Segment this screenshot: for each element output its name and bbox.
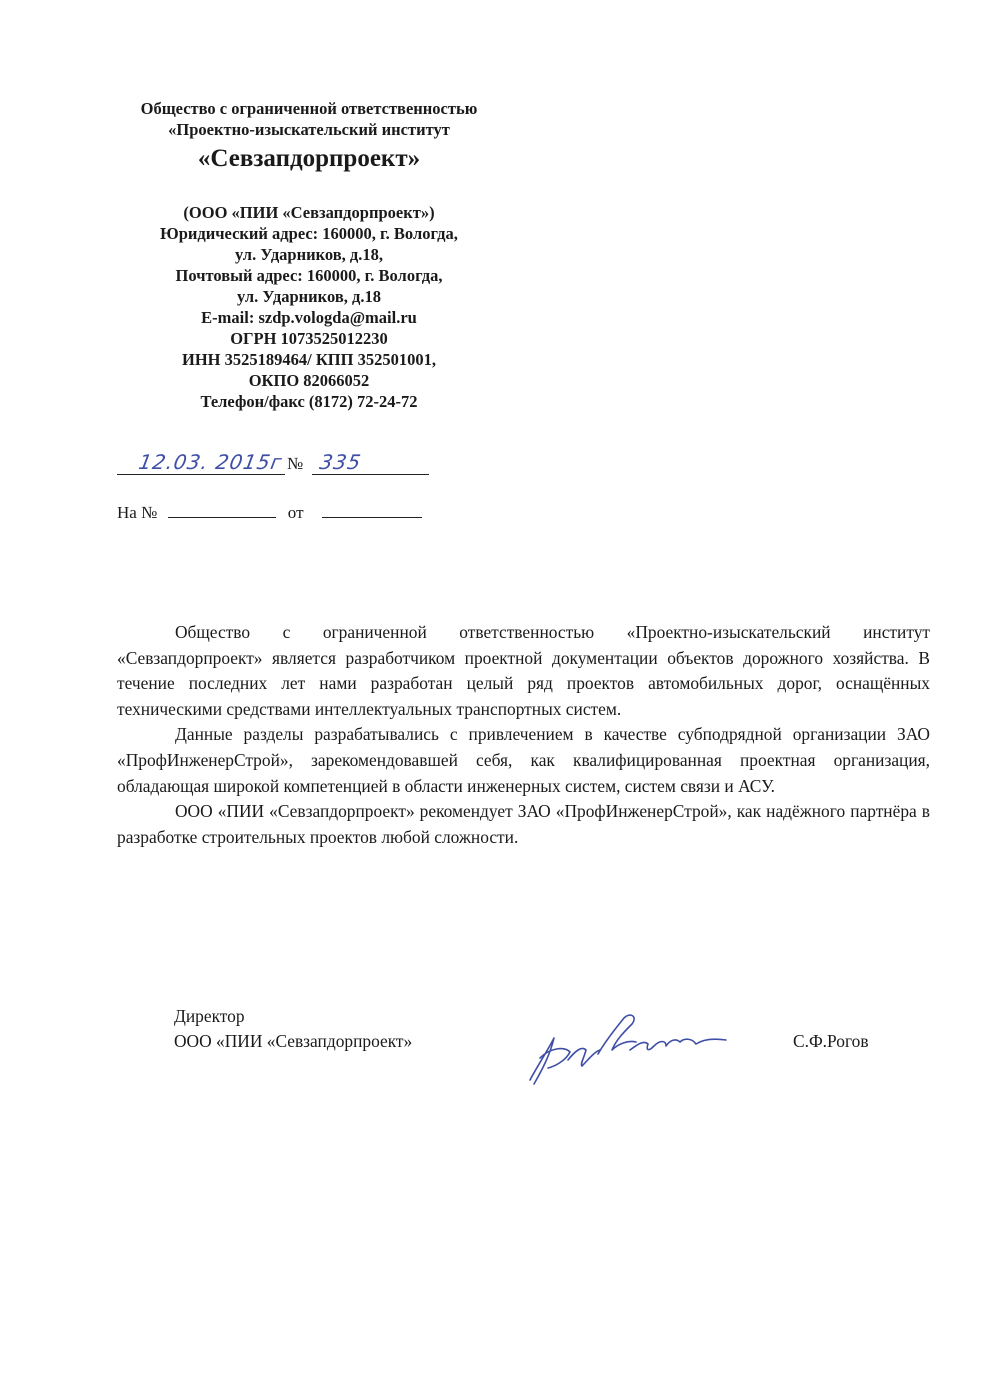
handwritten-date: 12.03. 2015г bbox=[136, 450, 285, 474]
reference-line bbox=[117, 503, 422, 523]
number-underline bbox=[312, 474, 429, 475]
org-short-name: (ООО «ПИИ «Севзапдорпроект») bbox=[183, 203, 435, 222]
letterhead bbox=[100, 98, 518, 412]
org-ogrn: ОГРН 1073525012230 bbox=[230, 329, 388, 348]
registration-line bbox=[117, 450, 437, 478]
signatory-name: С.Ф.Рогов bbox=[793, 1031, 869, 1051]
reference-prefix: На № bbox=[117, 503, 158, 522]
org-inn-kpp: ИНН 3525189464/ КПП 352501001, bbox=[182, 350, 436, 369]
handwritten-number: 335 bbox=[317, 450, 364, 474]
org-email: E-mail: szdp.vologda@mail.ru bbox=[201, 308, 417, 327]
legal-address-line2: ул. Ударников, д.18, bbox=[234, 245, 384, 264]
body-paragraph-1: Общество с ограниченной ответственностью «Проектно-изыскательский институт «Севзапдорпроект» является разработчиком проектной документации объектов дорожного хозяйства. В течение последних лет нами разработан целый ряд проектов автомобильных дорог, оснащённых техническими средствами интеллектуальных транспортных систем. bbox=[117, 622, 930, 719]
legal-address-line1: Юридический адрес: 160000, г. Вологда, bbox=[160, 224, 458, 243]
postal-address-line2: ул. Ударников, д.18 bbox=[237, 287, 381, 306]
org-name-line2: «Проектно-изыскательский институт bbox=[168, 120, 450, 139]
org-okpo: ОКПО 82066052 bbox=[248, 371, 370, 390]
org-name-line1: Общество с ограниченной ответственностью bbox=[140, 99, 478, 118]
reference-from-label: от bbox=[287, 503, 304, 522]
reference-date-blank bbox=[322, 503, 422, 518]
org-name-line3: «Севзапдорпроект» bbox=[197, 145, 421, 172]
number-label: № bbox=[287, 454, 304, 473]
postal-address-line1: Почтовый адрес: 160000, г. Вологда, bbox=[175, 266, 443, 285]
reference-number-blank bbox=[168, 503, 276, 518]
signatory-position: Директор bbox=[174, 1006, 245, 1026]
org-phone: Телефон/факс (8172) 72-24-72 bbox=[200, 392, 418, 411]
signatory-title bbox=[174, 1004, 412, 1054]
body-paragraph-2: Данные разделы разрабатывались с привлечением в качестве субподрядной организации ЗАО «ПрофИнженерСтрой», зарекомендовавшей себя, как квалифицированная проектная организация, обладающая широкой компетенцией в области инженерных систем, систем связи и АСУ. bbox=[117, 724, 930, 796]
letter-body bbox=[117, 620, 930, 850]
handwritten-signature bbox=[520, 1010, 740, 1090]
signatory-organization: ООО «ПИИ «Севзапдорпроект» bbox=[174, 1031, 413, 1051]
date-underline bbox=[117, 474, 285, 475]
body-paragraph-3: ООО «ПИИ «Севзапдорпроект» рекомендует ЗАО «ПрофИнженерСтрой», как надёжного партнёра в разработке строительных проектов любой сложности. bbox=[117, 801, 930, 847]
